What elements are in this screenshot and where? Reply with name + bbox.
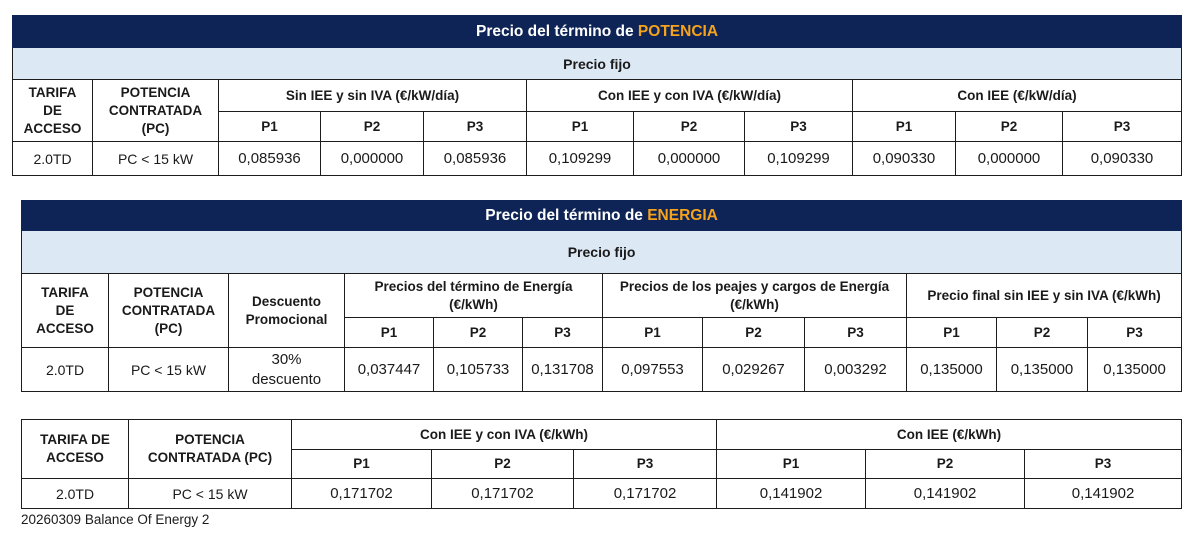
energia-col-descuento: Descuento Promocional [229, 274, 345, 348]
price-cell: 0,000000 [321, 142, 424, 176]
energia-table [21, 200, 1182, 392]
price-cell: 0,141902 [1025, 479, 1182, 509]
footer-caption: 20260309 Balance Of Energy 2 [21, 512, 210, 527]
price-cell: 0,135000 [907, 348, 997, 392]
price-cell: 0,105733 [434, 348, 523, 392]
price-cell: 0,141902 [717, 479, 866, 509]
price-cell: 0,000000 [634, 142, 745, 176]
price-cell: 0,171702 [574, 479, 717, 509]
potencia-col-potencia: POTENCIA CONTRATADA (PC) [93, 80, 219, 142]
price-cell: 0,109299 [527, 142, 634, 176]
period-header: P2 [434, 318, 523, 348]
period-header: P1 [527, 112, 634, 142]
table-row [13, 142, 1182, 176]
price-cell: 0,171702 [292, 479, 432, 509]
potencia-table [12, 15, 1182, 176]
period-header: P3 [1025, 450, 1182, 479]
potencia-table-block [12, 15, 1181, 176]
impuestos-group-header: Con IEE y con IVA (€/kWh) [292, 420, 717, 450]
period-header: P1 [345, 318, 434, 348]
energia-group-header: Precio final sin IEE y sin IVA (€/kWh) [907, 274, 1182, 318]
price-cell: 0,131708 [523, 348, 603, 392]
period-header: P3 [745, 112, 853, 142]
price-cell: 0,171702 [432, 479, 574, 509]
price-cell: 0,037447 [345, 348, 434, 392]
energia-group-header: Precios del término de Energía (€/kWh) [345, 274, 603, 318]
price-cell: 0,097553 [603, 348, 703, 392]
period-header: P3 [1088, 318, 1182, 348]
price-cell: 0,029267 [703, 348, 805, 392]
price-cell: 0,085936 [219, 142, 321, 176]
period-header: P2 [866, 450, 1025, 479]
energia-col-tarifa: TARIFA DE ACCESO [22, 274, 109, 348]
table-row [22, 479, 1182, 509]
period-header: P2 [634, 112, 745, 142]
potencia-cell: PC < 15 kW [93, 142, 219, 176]
potencia-title-accent: POTENCIA [637, 22, 719, 40]
energia-title-accent: ENERGIA [647, 206, 718, 224]
descuento-cell: 30% descuento [229, 348, 345, 392]
table-row [22, 348, 1182, 392]
period-header: P1 [292, 450, 432, 479]
potencia-group-header: Con IEE (€/kW/día) [853, 80, 1182, 112]
period-header: P2 [997, 318, 1088, 348]
period-header: P3 [805, 318, 907, 348]
price-cell: 0,109299 [745, 142, 853, 176]
price-cell: 0,135000 [997, 348, 1088, 392]
potencia-title: Precio del término de POTENCIA [13, 16, 1182, 48]
energia-impuestos-table [21, 419, 1182, 509]
tarifa-cell: 2.0TD [22, 479, 129, 509]
potencia-col-tarifa: TARIFA DE ACCESO [13, 80, 93, 142]
impuestos-group-header: Con IEE (€/kWh) [717, 420, 1182, 450]
energia-title: Precio del término de ENERGIA [22, 201, 1182, 231]
period-header: P2 [432, 450, 574, 479]
price-cell: 0,090330 [853, 142, 956, 176]
period-header: P1 [907, 318, 997, 348]
price-cell: 0,090330 [1063, 142, 1182, 176]
period-header: P2 [956, 112, 1063, 142]
price-cell: 0,085936 [424, 142, 527, 176]
period-header: P1 [717, 450, 866, 479]
energia-subtitle: Precio fijo [22, 231, 1182, 274]
potencia-group-header: Sin IEE y sin IVA (€/kW/día) [219, 80, 527, 112]
tarifa-cell: 2.0TD [22, 348, 109, 392]
potencia-subtitle: Precio fijo [13, 48, 1182, 80]
period-header: P2 [321, 112, 424, 142]
period-header: P1 [219, 112, 321, 142]
price-cell: 0,000000 [956, 142, 1063, 176]
tarifa-cell: 2.0TD [13, 142, 93, 176]
potencia-group-header: Con IEE y con IVA (€/kW/día) [527, 80, 853, 112]
period-header: P3 [523, 318, 603, 348]
energia-table-block [21, 200, 1181, 392]
impuestos-col-potencia: POTENCIA CONTRATADA (PC) [129, 420, 292, 479]
period-header: P3 [1063, 112, 1182, 142]
period-header: P3 [424, 112, 527, 142]
energia-col-potencia: POTENCIA CONTRATADA (PC) [109, 274, 229, 348]
potencia-cell: PC < 15 kW [109, 348, 229, 392]
potencia-cell: PC < 15 kW [129, 479, 292, 509]
price-cell: 0,141902 [866, 479, 1025, 509]
energia-impuestos-table-block [21, 419, 1181, 509]
period-header: P2 [703, 318, 805, 348]
price-cell: 0,135000 [1088, 348, 1182, 392]
energia-group-header: Precios de los peajes y cargos de Energía (€/kWh) [603, 274, 907, 318]
price-cell: 0,003292 [805, 348, 907, 392]
period-header: P1 [603, 318, 703, 348]
impuestos-col-tarifa: TARIFA DE ACCESO [22, 420, 129, 479]
period-header: P1 [853, 112, 956, 142]
period-header: P3 [574, 450, 717, 479]
